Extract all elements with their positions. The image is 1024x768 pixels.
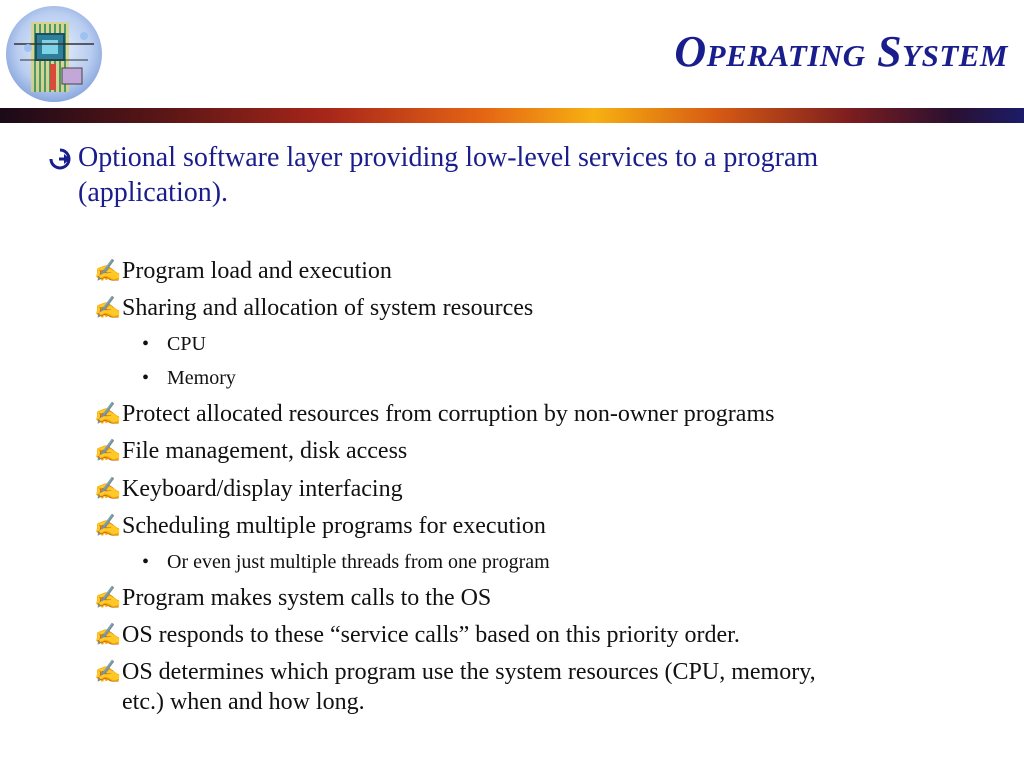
pointing-hand-icon: ✍ bbox=[94, 438, 122, 463]
bullet-dot-icon: • bbox=[142, 551, 150, 573]
pointing-hand-icon: ✍ bbox=[94, 401, 122, 426]
logo-icon bbox=[4, 4, 104, 104]
bullet-dot-icon: • bbox=[142, 333, 150, 355]
list-item bbox=[94, 256, 392, 286]
pointing-hand-icon: ✍ bbox=[94, 585, 122, 610]
main-bullet bbox=[48, 140, 908, 210]
list-item-text: Protect allocated resources from corruption by non-owner programs bbox=[122, 401, 775, 427]
pointing-hand-icon: ✍ bbox=[94, 659, 122, 684]
pointing-hand-icon: ✍ bbox=[94, 295, 122, 320]
list-item bbox=[94, 620, 740, 650]
list-item-text: OS responds to these “service calls” based on this priority order. bbox=[122, 622, 740, 648]
list-item-text: Sharing and allocation of system resources bbox=[122, 295, 534, 321]
list-item bbox=[142, 331, 206, 357]
list-item bbox=[94, 583, 491, 613]
main-bullet-text: Optional software layer providing low-level services to a program (application). bbox=[78, 142, 819, 208]
list-item bbox=[142, 365, 236, 391]
list-item bbox=[142, 549, 550, 575]
list-item-text: File management, disk access bbox=[122, 438, 408, 464]
list-item-text: OS determines which program use the system resources (CPU, memory, etc.) when and how long. bbox=[122, 659, 816, 715]
list-item-text: Or even just multiple threads from one program bbox=[167, 551, 550, 573]
list-item bbox=[94, 399, 774, 429]
list-item-text: Program load and execution bbox=[122, 258, 392, 284]
bullet-dot-icon: • bbox=[142, 367, 150, 389]
list-item bbox=[94, 474, 403, 504]
pointing-hand-icon: ✍ bbox=[94, 622, 122, 647]
pointing-hand-icon: ✍ bbox=[94, 513, 122, 538]
list-item-text: Program makes system calls to the OS bbox=[122, 585, 492, 611]
list-item bbox=[94, 436, 407, 466]
list-item bbox=[94, 657, 854, 717]
list-item bbox=[94, 293, 533, 323]
title-divider bbox=[0, 108, 1024, 123]
list-item-text: Keyboard/display interfacing bbox=[122, 476, 403, 502]
pointing-hand-icon: ✍ bbox=[94, 476, 122, 501]
list-item-text: Scheduling multiple programs for execution bbox=[122, 513, 546, 539]
list-item bbox=[94, 511, 546, 541]
slide-title: Operating System bbox=[674, 27, 1008, 76]
list-item-text: Memory bbox=[167, 367, 236, 389]
list-item-text: CPU bbox=[167, 333, 206, 355]
pointing-hand-icon: ✍ bbox=[94, 258, 122, 283]
